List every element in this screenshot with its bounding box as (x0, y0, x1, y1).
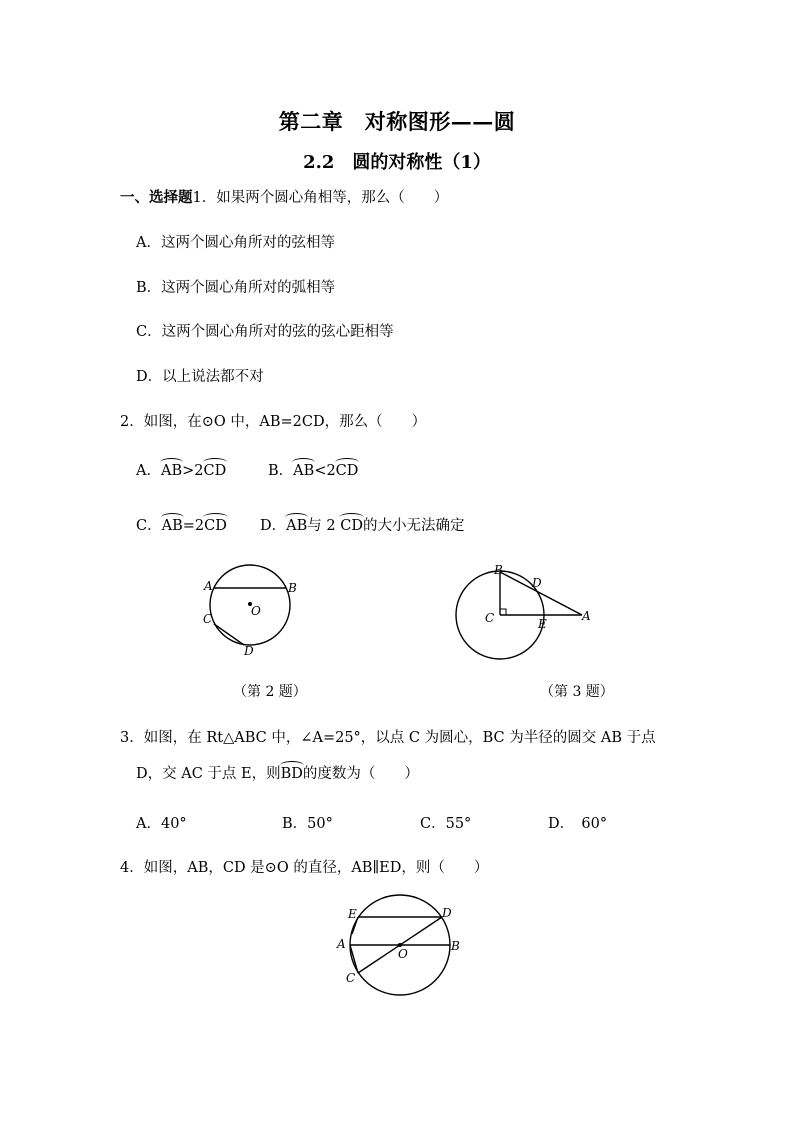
option-label: B． (268, 463, 294, 479)
question-2-option-a (136, 459, 226, 480)
label-a: A (582, 609, 591, 623)
question-2-option-d (260, 514, 464, 535)
label-c: C (203, 612, 213, 626)
label-e: E (538, 617, 547, 631)
question-3-text-pre: D，交 AC 于点 E，则 (136, 766, 281, 782)
question-3-text-post: 的度数为（ ） (302, 766, 419, 782)
label-b: B (494, 563, 503, 577)
label-d: D (442, 906, 452, 920)
label-c: C (485, 611, 495, 625)
operator: =2 (182, 518, 205, 534)
arc-symbol: CD (336, 460, 359, 479)
label-o: O (251, 604, 261, 618)
arc-symbol: CD (204, 515, 227, 534)
question-3-option-c: C．55° (420, 816, 472, 832)
caption-figure-2: （第 2 题） (233, 684, 307, 700)
question-1-option-b: B．这两个圆心角所对的弧相等 (136, 280, 336, 296)
label-b: B (288, 581, 297, 595)
option-label: C． (136, 518, 162, 534)
label-a: A (337, 937, 346, 951)
question-2-stem: 2．如图，在⊙O 中，AB=2CD，那么（ ） (120, 414, 427, 430)
figure-question-4 (335, 890, 470, 1005)
segment-ac (350, 945, 358, 973)
question-3-line-2 (136, 762, 419, 783)
label-c: C (346, 971, 356, 985)
label-d: D (244, 644, 254, 658)
option-label: D． (260, 518, 287, 534)
question-3-option-b: B．50° (282, 816, 333, 832)
arc-symbol: AB (162, 515, 183, 534)
arc-symbol: CD (340, 515, 363, 534)
question-1-text: 1．如果两个圆心角相等，那么（ ） (192, 190, 449, 206)
option-label: A． (136, 463, 161, 479)
connector-text: 与 2 (307, 518, 341, 534)
tail-text: 的大小无法确定 (362, 518, 465, 534)
arc-symbol: CD (204, 460, 227, 479)
right-angle-mark (500, 609, 506, 615)
label-b: B (451, 939, 460, 953)
question-1-option-c: C．这两个圆心角所对的弦的弦心距相等 (136, 324, 394, 340)
question-4-stem: 4．如图，AB，CD 是⊙O 的直径，AB∥ED，则（ ） (120, 860, 489, 876)
question-3-option-a: A．40° (136, 816, 187, 832)
figure-question-3 (455, 560, 600, 660)
label-a: A (204, 579, 213, 593)
section-label: 一、选择题 (120, 189, 193, 206)
page-title: 第二章 对称图形——圆 (278, 109, 516, 134)
operator: >2 (182, 463, 204, 479)
section-title: 2.2 圆的对称性（1） (303, 152, 491, 173)
question-1-option-d: D．以上说法都不对 (136, 369, 264, 385)
chord-cd (214, 624, 244, 645)
question-1-stem (120, 186, 448, 207)
label-d: D (532, 576, 542, 590)
question-3-line-1: 3．如图，在 Rt△ABC 中，∠A=25°，以点 C 为圆心，BC 为半径的圆交 AB 于点 (120, 730, 656, 746)
question-2-option-c (136, 514, 227, 535)
arc-symbol: AB (286, 515, 307, 534)
question-3-option-d: D． 60° (548, 816, 608, 832)
label-e: E (348, 907, 357, 921)
question-1-option-a: A．这两个圆心角所对的弦相等 (136, 235, 335, 251)
caption-figure-3: （第 3 题） (540, 684, 614, 700)
label-o: O (398, 947, 408, 961)
question-2-option-b (268, 459, 358, 480)
operator: <2 (314, 463, 336, 479)
arc-symbol: BD (281, 763, 303, 782)
arc-symbol: AB (293, 460, 314, 479)
arc-symbol: AB (161, 460, 182, 479)
figure-question-2 (195, 560, 305, 660)
